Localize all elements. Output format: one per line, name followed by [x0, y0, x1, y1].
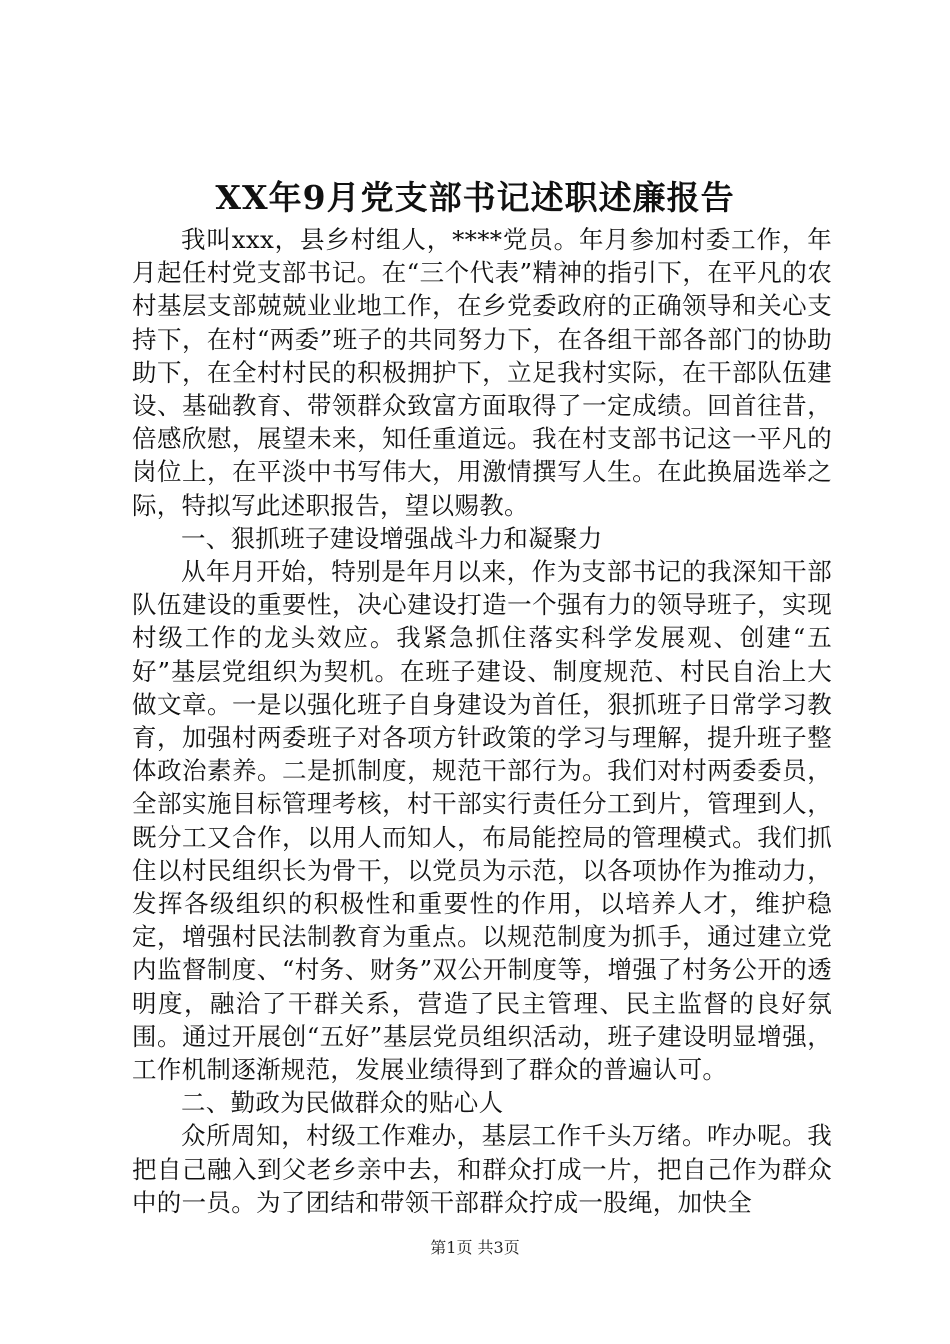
intro-paragraph: 我叫xxx，县乡村组人，****党员。年月参加村委工作，年月起任村党支部书记。在“三个代表”精神的指引下，在平凡的农村基层支部兢兢业业地工作，在乡党委政府的正确领导和关心支持下，在村“两委”班子的共同努力下，在各组干部各部门的协助助下，在全村村民的积极拥护下，立足我村实际，在干部队伍建设、基础教育、带领群众致富方面取得了一定成绩。回首往昔，倍感欣慰，展望未来，知任重道远。我在村支部书记这一平凡的岗位上，在平淡中书写伟大，用激情撰写人生。在此换届选举之际，特拟写此述职报告，望以赐教。 — [132, 225, 832, 520]
section-heading-1: 一、狠抓班子建设增强战斗力和凝聚力 — [181, 523, 603, 553]
document-title: XX年9月党支部书记述职述廉报告 — [215, 178, 735, 217]
section-2-paragraph: 众所周知，村级工作难办，基层工作千头万绪。咋办呢。我把自己融入到父老乡亲中去，和群众打成一片，把自己作为群众中的一员。为了团结和带领干部群众拧成一股绳，加快全 — [132, 1121, 832, 1217]
page-footer: 第1页 共3页 — [430, 1238, 520, 1257]
document-body — [132, 223, 832, 1219]
section-1-paragraph: 从年月开始，特别是年月以来，作为支部书记的我深知干部队伍建设的重要性，决心建设打造一个强有力的领导班子，实现村级工作的龙头效应。我紧急抓住落实科学发展观、创建“五好”基层党组织为契机。在班子建设、制度规范、村民自治上大做文章。一是以强化班子自身建设为首任，狠抓班子日常学习教育，加强村两委班子对各项方针政策的学习与理解，提升班子整体政治素养。二是抓制度，规范干部行为。我们对村两委委员，全部实施目标管理考核，村干部实行责任分工到片，管理到人，既分工又合作，以用人而知人，布局能控局的管理模式。我们抓住以村民组织长为骨干，以党员为示范，以各项协作为推动力，发挥各级组织的积极性和重要性的作用，以培养人才，维护稳定，增强村民法制教育为重点。以规范制度为抓手，通过建立党内监督制度、“村务、财务”双公开制度等，增强了村务公开的透明度，融洽了干群关系，营造了民主管理、民主监督的良好氛围。通过开展创“五好”基层党员组织活动，班子建设明显增强，工作机制逐渐规范，发展业绩得到了群众的普遍认可。 — [132, 557, 833, 1085]
section-heading-2: 二、勤政为民做群众的贴心人 — [181, 1088, 504, 1118]
